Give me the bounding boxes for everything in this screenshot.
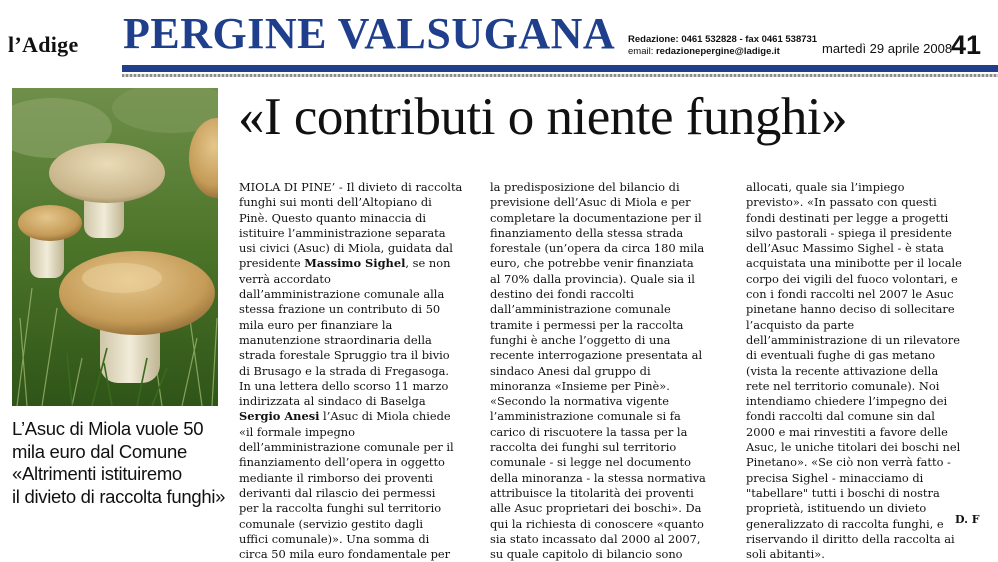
article-line: l’acquisto da parte (746, 317, 855, 332)
article-line: comunale - si legge nel documento (490, 455, 691, 470)
article-line: (vista la recente attivazione della (746, 363, 939, 378)
article-line: destino dei fondi raccolti (490, 287, 634, 302)
section-title: PERGINE VALSUGANA (123, 9, 616, 58)
article-line: circa 50 mila euro fondamentale per (239, 547, 451, 562)
article-line: dell’Asuc Massimo Sighel - è stata (746, 241, 944, 256)
article-line: completare la documentazione per il (490, 210, 702, 225)
article-line: dall’amministrazione comunale alla (239, 287, 445, 302)
article-line: previsione dell’Asuc di Miola e per (490, 195, 691, 210)
article-line: generalizzato di raccolta funghi, e (746, 516, 944, 531)
email-address: redazionepergine@ladige.it (655, 46, 780, 57)
header-rule-grey (122, 74, 998, 77)
article-line: fondi raccolti dal comune sin dal (746, 409, 935, 424)
article-line: sindaco Anesi dal gruppo di (490, 363, 651, 378)
article-line: 2000 e mai rinvestiti a favore delle (746, 424, 948, 439)
article-line: comunale (servizio gestito dagli (239, 516, 423, 531)
article-line: uffici comunale)». Una somma di (239, 531, 430, 546)
article-line: «Secondo la normativa vigente (490, 394, 669, 409)
article-line: forestale (un’opera da circa 180 mila (490, 241, 705, 256)
newspaper-logo: l’Adige (8, 32, 79, 57)
article-line: attribuisce la titolarità dei proventi (490, 485, 694, 500)
article-line: per la raccolta funghi sul territorio (239, 501, 442, 516)
caption-line: L’Asuc di Miola vuole 50 (12, 418, 204, 439)
article-line: al 70% dalla provincia). Quale sia il (490, 271, 695, 286)
article-line: intendiamo chiedere l’impegno dei (746, 394, 948, 409)
article-line: MIOLA DI PINE’ - Il divieto di raccolta (239, 180, 463, 194)
article-line: proprietà, istituendo un divieto (746, 501, 927, 516)
mushroom-photo (12, 88, 218, 406)
person-name: Massimo Sighel (304, 256, 406, 271)
header-rule-blue (122, 65, 998, 72)
article-line: recente interrogazione presentata al (490, 348, 703, 363)
caption-line: il divieto di raccolta funghi» (12, 485, 226, 507)
article-line: fondi destinati per legge a progetti (746, 210, 949, 225)
article-line: carico di riscuotere la tassa per la (490, 424, 688, 439)
article-line: previsto». «In passato con questi (746, 195, 937, 210)
article-line: «il formale impegno (239, 424, 355, 439)
article-line: rete nel territorio comunale). Noi (746, 378, 940, 393)
article-line: "tabellare" tutti i boschi di nostra (746, 485, 940, 500)
contact-info (628, 34, 817, 58)
issue-date: martedì 29 aprile 2008 (822, 41, 953, 56)
article-line: corpo dei vigili del fuoco volontari, e (746, 271, 958, 286)
email-label: email: (628, 46, 654, 57)
page-number: 41 (951, 30, 982, 60)
redazione-phone: 0461 532828 - fax 0461 538731 (681, 34, 818, 45)
article-line: manutenzione straordinaria della (239, 332, 432, 347)
article-line: indirizzata al sindaco di Baselga (239, 394, 426, 409)
article-line: della minoranza - la stessa normativa (490, 470, 706, 485)
article-line: dell’amministrazione comunale per il (239, 440, 454, 455)
article-line: usi civici (Asuc) di Miola, guidata dal (239, 241, 453, 256)
article-headline: «I contributi o niente funghi» (238, 88, 848, 146)
article-line: verrà accordato (239, 271, 331, 286)
article-line: acquistata una minibotte per il locale (746, 256, 962, 271)
author-signature: D. F (955, 513, 980, 526)
article-line: presidente Massimo Sighel, se non (239, 256, 451, 271)
article-line: derivanti dal rilascio dei permessi (239, 485, 436, 500)
article-line: soli abitanti». (746, 547, 825, 562)
article-column-2 (490, 180, 730, 562)
article-line: finanziamento dell’opera in oggetto (239, 455, 445, 470)
article-line: Sergio Anesi l’Asuc di Miola chiede (239, 409, 451, 424)
article-column-3 (746, 180, 986, 562)
caption-line: «Altrimenti istituiremo (12, 463, 182, 484)
article-line: alle Asuc proprietari dei boschi». Da (490, 501, 702, 516)
article-line: raccolta dei funghi sul territorio (490, 440, 677, 455)
article-line: pinetane hanno deciso di sollecitare (746, 302, 955, 317)
article-line: dall’amministrazione comunale (490, 302, 671, 317)
article-line: allocati, quale sia l’impiego (746, 180, 905, 194)
article-line: istituire l’amministrazione separata (239, 225, 446, 240)
article-line: finanziamento della stessa strada (490, 225, 684, 240)
caption-line: mila euro dal Comune (12, 440, 187, 462)
article-line: silvo pastorali - spiega il presidente (746, 225, 952, 240)
article-line: mila euro per finanziare la (239, 317, 393, 332)
article-line: mediante il rimborso dei proventi (239, 470, 433, 485)
article-line: Asuc, le uniche titolari dei boschi nel (746, 440, 961, 455)
article-line: riservando il diritto della raccolta ai (746, 531, 955, 546)
article-line: minoranza «Insieme per Pinè». (490, 378, 670, 393)
masthead (0, 0, 998, 66)
article-line: qui la richiesta di conoscere «quanto (490, 516, 704, 531)
article-line: strada forestale Spruggio tra il bivio (239, 348, 450, 363)
article-line: stessa frazione un contributo di 50 (239, 302, 441, 317)
article-line: su quale capitolo di bilancio sono (490, 547, 683, 562)
photo-caption (12, 418, 226, 508)
article-line: l’amministrazione comunale si fa (490, 409, 681, 424)
article-line: funghi è anche l’oggetto di una (490, 332, 671, 347)
article-column-1 (239, 180, 479, 562)
article-line: sia stato incassato dal 2000 al 2007, (490, 531, 701, 546)
article-line: la predisposizione del bilancio di (490, 180, 680, 194)
article-line: Pinetano». «Se ciò non verrà fatto - (746, 455, 951, 470)
article-line: tramite i permessi per la raccolta (490, 317, 684, 332)
redazione-label: Redazione: (628, 34, 679, 45)
article-line: precisa Sighel - minacciamo di (746, 470, 924, 485)
person-name: Sergio Anesi (239, 409, 320, 424)
article-line: In una lettera dello scorso 11 marzo (239, 378, 449, 393)
article-line: euro, che potrebbe venir finanziata (490, 256, 694, 271)
article-line: Pinè. Questo quanto minaccia di (239, 210, 427, 225)
article-line: di eventuali fughe di gas metano (746, 348, 936, 363)
article-line: funghi sui monti dell’Altopiano di (239, 195, 432, 210)
article-line: dell’amministrazione di un rilevatore (746, 332, 960, 347)
article-line: con i fondi raccolti nel 2007 le Asuc (746, 287, 954, 302)
article-line: di Brusago e la strada di Fregasoga. (239, 363, 450, 378)
